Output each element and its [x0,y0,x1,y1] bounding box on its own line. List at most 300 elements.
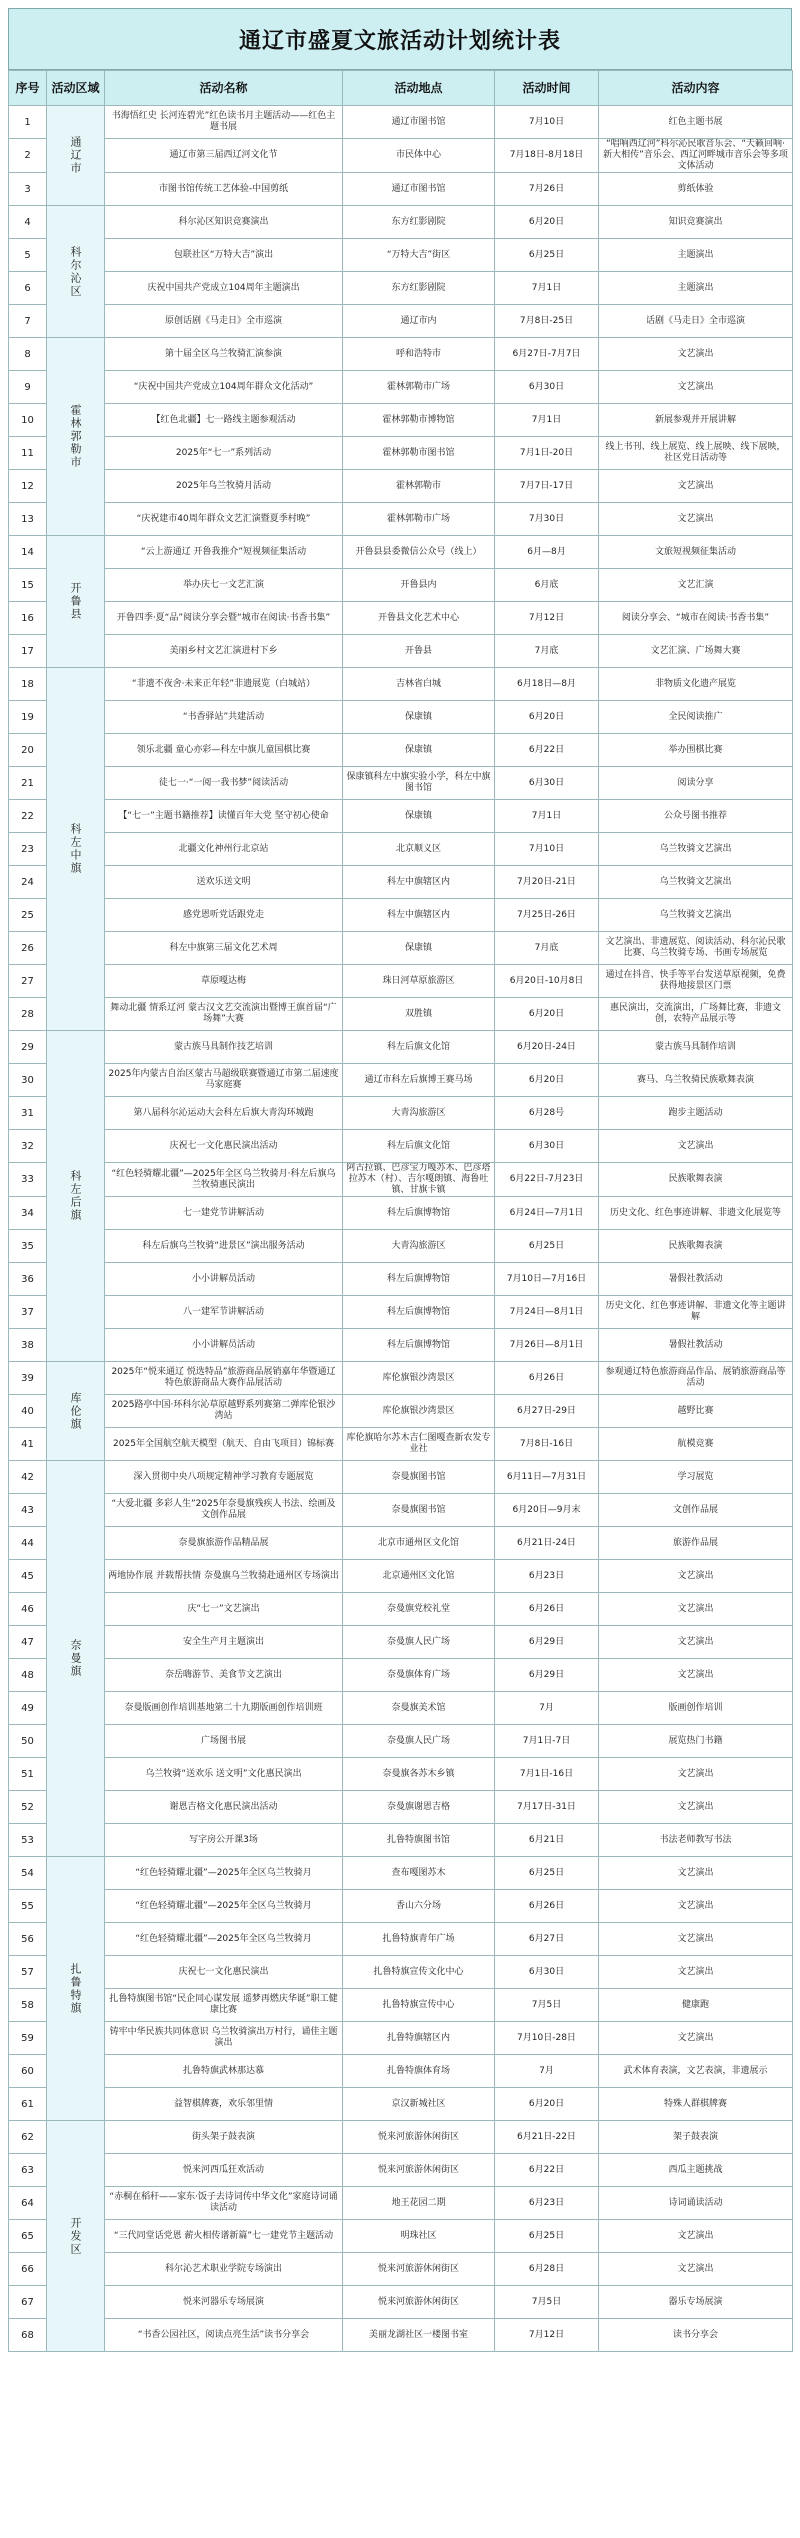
header-time: 活动时间 [495,71,599,106]
row-seq: 20 [9,734,47,767]
table-row [9,1560,793,1593]
row-content: 文艺演出 [599,1758,793,1791]
table-row [9,569,793,602]
row-seq: 24 [9,866,47,899]
row-seq: 21 [9,767,47,800]
row-activity-name: 第十届全区乌兰牧骑汇演参演 [105,338,343,371]
row-seq: 45 [9,1560,47,1593]
row-seq: 34 [9,1197,47,1230]
row-time: 6月27日-29日 [495,1395,599,1428]
row-place: 扎鲁特旗图书馆 [343,1824,495,1857]
row-content: 文艺演出 [599,1659,793,1692]
table-row [9,139,793,173]
row-activity-name: 美丽乡村文艺汇演进村下乡 [105,635,343,668]
row-time: 6月25日 [495,1857,599,1890]
row-activity-name: 2025年“七一”系列活动 [105,437,343,470]
row-activity-name: 【“七一”主题书籍推荐】读懂百年大党 坚守初心使命 [105,800,343,833]
table-row [9,1989,793,2022]
row-time: 7月1日 [495,800,599,833]
row-place: 科左中旗辖区内 [343,866,495,899]
row-place: 双胜镇 [343,998,495,1031]
row-time: 6月28日 [495,2253,599,2286]
table-row [9,1064,793,1097]
row-content: 武术体育表演，文艺表演，非遗展示 [599,2055,793,2088]
row-content: 文艺演出 [599,503,793,536]
row-place: 地王花园二期 [343,2187,495,2220]
row-place: 奈曼旗体育广场 [343,1659,495,1692]
row-content: 蒙古族马具制作培训 [599,1031,793,1064]
row-seq: 63 [9,2154,47,2187]
row-content: 历史文化、红色事迹讲解、非遗文化等主题讲解 [599,1296,793,1329]
row-seq: 28 [9,998,47,1031]
row-content: 读书分享会 [599,2319,793,2352]
row-time: 7月1日 [495,404,599,437]
row-place: 奈曼旗美术馆 [343,1692,495,1725]
row-place: 扎鲁特旗辖区内 [343,2022,495,2055]
row-activity-name: 【红色北疆】七一路线主题参观活动 [105,404,343,437]
row-place: 保康镇 [343,932,495,965]
row-content: 文艺演出 [599,1890,793,1923]
row-seq: 1 [9,106,47,139]
row-seq: 4 [9,206,47,239]
row-seq: 55 [9,1890,47,1923]
row-region: 奈曼旗 [47,1461,105,1857]
table-row [9,2154,793,2187]
table-row [9,2286,793,2319]
table-row [9,239,793,272]
row-activity-name: 扎鲁特旗图书馆“民企同心谋发展 遥梦再燃庆华诞”职工健康比赛 [105,1989,343,2022]
row-time: 7月12日 [495,602,599,635]
table-row [9,1130,793,1163]
row-time: 7月20日-21日 [495,866,599,899]
row-content: 暑假社教活动 [599,1329,793,1362]
row-place: 通辽市图书馆 [343,173,495,206]
row-region: 扎鲁特旗 [47,1857,105,2121]
table-row [9,1692,793,1725]
row-place: 市民体中心 [343,139,495,173]
row-activity-name: 街头架子鼓表演 [105,2121,343,2154]
row-content: 文艺演出 [599,1593,793,1626]
table-row [9,1031,793,1064]
row-content: 文艺演出 [599,371,793,404]
row-time: 6月21日-22日 [495,2121,599,2154]
row-seq: 3 [9,173,47,206]
table-title: 通辽市盛夏文旅活动计划统计表 [8,8,792,70]
row-content: 公众号图书推荐 [599,800,793,833]
row-time: 7月1日-16日 [495,1758,599,1791]
row-place: 扎鲁特旗宣传文化中心 [343,1956,495,1989]
row-activity-name: 小小讲解员活动 [105,1263,343,1296]
row-time: 7月8日-16日 [495,1428,599,1461]
row-content: 学习展览 [599,1461,793,1494]
row-place: 霍林郭勒市 [343,470,495,503]
row-seq: 16 [9,602,47,635]
row-time: 6月20日 [495,206,599,239]
row-place: 大青沟旅游区 [343,1230,495,1263]
table-row [9,1197,793,1230]
row-activity-name: “三代同堂话党恩 薪火相传谱新篇”七一建党节主题活动 [105,2220,343,2253]
row-seq: 2 [9,139,47,173]
row-place: 科左后旗博物馆 [343,1263,495,1296]
row-activity-name: 书海悟红史 长河连碧光”红色读书月主题活动——红色主题书展 [105,106,343,139]
row-seq: 47 [9,1626,47,1659]
row-region: 库伦旗 [47,1362,105,1461]
row-place: 查布嘎图苏木 [343,1857,495,1890]
table-row [9,1791,793,1824]
row-seq: 40 [9,1395,47,1428]
row-time: 7月5日 [495,1989,599,2022]
row-activity-name: 包联社区“万特大吉”演出 [105,239,343,272]
row-place: 开鲁县文化艺术中心 [343,602,495,635]
row-place: 科左后旗文化馆 [343,1130,495,1163]
row-content: 文艺演出 [599,2022,793,2055]
row-activity-name: 益智棋牌赛，欢乐邻里情 [105,2088,343,2121]
row-activity-name: 谢恩吉格文化惠民演出活动 [105,1791,343,1824]
row-content: 展览热门书籍 [599,1725,793,1758]
row-place: 保康镇 [343,701,495,734]
row-seq: 50 [9,1725,47,1758]
row-content: 剪纸体验 [599,173,793,206]
row-activity-name: 庆“七一”文艺演出 [105,1593,343,1626]
table-row [9,371,793,404]
row-time: 6月25日 [495,239,599,272]
row-time: 7月 [495,2055,599,2088]
header-place: 活动地点 [343,71,495,106]
row-content: 阅读分享会、“城市在阅读·书香书集” [599,602,793,635]
table-row [9,1923,793,1956]
row-seq: 59 [9,2022,47,2055]
row-content: 健康跑 [599,1989,793,2022]
row-content: 器乐专场展演 [599,2286,793,2319]
row-time: 6月22日 [495,2154,599,2187]
row-content: 文艺演出 [599,1130,793,1163]
row-content: 特殊人群棋牌赛 [599,2088,793,2121]
row-place: 开鲁县 [343,635,495,668]
table-row [9,1824,793,1857]
row-time: 6月20日 [495,1064,599,1097]
row-content: 新展参观并开展讲解 [599,404,793,437]
table-row [9,2253,793,2286]
row-place: 扎鲁特旗宣传中心 [343,1989,495,2022]
row-activity-name: 广场图书展 [105,1725,343,1758]
table-row [9,1527,793,1560]
row-place: 奈曼旗谢恩吉格 [343,1791,495,1824]
row-place: 京汉新城社区 [343,2088,495,2121]
row-content: 通过在抖音、快手等平台发送草原视频，免费获得地接景区门票 [599,965,793,998]
row-activity-name: 科左后旗乌兰牧骑“进景区”演出服务活动 [105,1230,343,1263]
row-activity-name: “云上游通辽 开鲁我推介”短视频征集活动 [105,536,343,569]
table-header [9,71,793,106]
row-time: 6月底 [495,569,599,602]
row-content: 文艺汇演、广场舞大赛 [599,635,793,668]
row-place: 奈曼旗图书馆 [343,1461,495,1494]
table-row [9,206,793,239]
row-seq: 8 [9,338,47,371]
row-activity-name: “非遗不夜舍·未来正年轻”非遗展览（白城站） [105,668,343,701]
row-activity-name: 小小讲解员活动 [105,1329,343,1362]
row-time: 6月20日-24日 [495,1031,599,1064]
table-row [9,2187,793,2220]
row-content: 主题演出 [599,239,793,272]
row-time: 7月7日-17日 [495,470,599,503]
row-seq: 42 [9,1461,47,1494]
table-row [9,2121,793,2154]
row-time: 7月24日—8月1日 [495,1296,599,1329]
row-time: 7月17日-31日 [495,1791,599,1824]
row-place: 大青沟旅游区 [343,1097,495,1130]
table-row [9,1857,793,1890]
row-region: 开鲁县 [47,536,105,668]
table-row [9,272,793,305]
row-seq: 9 [9,371,47,404]
table-row [9,1890,793,1923]
row-place: 霍林郭勒市图书馆 [343,437,495,470]
table-row [9,536,793,569]
row-time: 6月29日 [495,1626,599,1659]
row-activity-name: 2025路亭中国·环科尔沁草原越野系列赛第二弹库伦银沙湾站 [105,1395,343,1428]
row-seq: 14 [9,536,47,569]
row-time: 6月30日 [495,767,599,800]
row-activity-name: 深入贯彻中央八项规定精神学习教育专题展览 [105,1461,343,1494]
table-row [9,2055,793,2088]
row-place: 扎鲁特旗青年广场 [343,1923,495,1956]
row-activity-name: “红色轻骑耀北疆”—2025年全区乌兰牧骑月 [105,1857,343,1890]
table-row [9,404,793,437]
row-content: 阅读分享 [599,767,793,800]
row-time: 7月1日-20日 [495,437,599,470]
row-place: 吉林省白城 [343,668,495,701]
row-content: 知识竞赛演出 [599,206,793,239]
row-time: 7月26日 [495,173,599,206]
table-row [9,1329,793,1362]
row-place: 奈曼旗人民广场 [343,1725,495,1758]
row-seq: 32 [9,1130,47,1163]
row-seq: 64 [9,2187,47,2220]
row-seq: 33 [9,1163,47,1197]
row-region: 霍林郭勒市 [47,338,105,536]
row-activity-name: 市图书馆传统工艺体验-中国剪纸 [105,173,343,206]
row-content: 乌兰牧骑文艺演出 [599,899,793,932]
row-time: 6月25日 [495,2220,599,2253]
row-seq: 66 [9,2253,47,2286]
table-row [9,833,793,866]
row-place: 悦来河旅游休闲街区 [343,2121,495,2154]
row-place: 霍林郭勒市广场 [343,371,495,404]
row-seq: 10 [9,404,47,437]
row-activity-name: 奈曼旗旅游作品精品展 [105,1527,343,1560]
table-row [9,1626,793,1659]
row-time: 6月20日 [495,2088,599,2121]
row-time: 7月18日-8月18日 [495,139,599,173]
header-row [9,71,793,106]
table-row [9,338,793,371]
table-row [9,998,793,1031]
row-time: 6月18日—8月 [495,668,599,701]
row-place: 库伦旗哈尔苏木吉仁图嘎查新农发专业社 [343,1428,495,1461]
row-activity-name: 通辽市第三届西辽河文化节 [105,139,343,173]
row-time: 6月22日-7月23日 [495,1163,599,1197]
table-row [9,1494,793,1527]
row-time: 7月26日—8月1日 [495,1329,599,1362]
row-content: 主题演出 [599,272,793,305]
row-content: 文艺演出 [599,338,793,371]
table-row [9,767,793,800]
row-time: 7月12日 [495,2319,599,2352]
row-activity-name: 七一建党节讲解活动 [105,1197,343,1230]
row-seq: 23 [9,833,47,866]
row-place: 阿古拉镇、巴彦宝力嘎苏木、巴彦塔拉苏木（村）、吉尔嘎朗镇、海鲁吐镇、甘旗卡镇 [343,1163,495,1197]
row-time: 6月20日—9月末 [495,1494,599,1527]
table-row [9,899,793,932]
row-seq: 7 [9,305,47,338]
row-content: 文艺演出 [599,1857,793,1890]
activity-table [8,70,793,2352]
row-activity-name: 庆祝中国共产党成立104周年主题演出 [105,272,343,305]
row-place: 通辽市科左后旗博王赛马场 [343,1064,495,1097]
row-place: 科左中旗辖区内 [343,899,495,932]
row-activity-name: 2025年“悦来通辽 悦选特品”旅游商品展销嘉年华暨通辽特色旅游商品大赛作品展活动 [105,1362,343,1395]
row-time: 6月11日—7月31日 [495,1461,599,1494]
row-content: 赛马、乌兰牧骑民族歌舞表演 [599,1064,793,1097]
table-row [9,635,793,668]
row-time: 6月26日 [495,1362,599,1395]
table-row [9,1593,793,1626]
row-content: 文艺演出 [599,470,793,503]
row-content: 全民阅读推广 [599,701,793,734]
table-row [9,1163,793,1197]
row-place: 东方红影剧院 [343,206,495,239]
row-content: 文艺演出、非遗展览、阅读活动、科尔沁民歌比赛、乌兰牧骑专场、书画专场展览 [599,932,793,965]
row-content: 文旅短视频征集活动 [599,536,793,569]
row-activity-name: 2025年内蒙古自治区蒙古马超级联赛暨通辽市第二届速度马家庭赛 [105,1064,343,1097]
row-activity-name: 举办庆七一文艺汇演 [105,569,343,602]
table-row [9,503,793,536]
table-row [9,1725,793,1758]
row-content: 旅游作品展 [599,1527,793,1560]
row-place: 北京市通州区文化馆 [343,1527,495,1560]
row-activity-name: 铸牢中华民族共同体意识 乌兰牧骑演出万村行，诵佳主题演出 [105,2022,343,2055]
row-activity-name: 科尔沁区知识竞赛演出 [105,206,343,239]
row-time: 6月25日 [495,1230,599,1263]
row-seq: 18 [9,668,47,701]
header-region: 活动区域 [47,71,105,106]
table-row [9,1263,793,1296]
row-activity-name: 奈岳嗨游节、美食节文艺演出 [105,1659,343,1692]
header-seq: 序号 [9,71,47,106]
row-activity-name: 草原嘎达梅 [105,965,343,998]
table-body [9,106,793,2352]
row-time: 6月29日 [495,1659,599,1692]
table-row [9,2022,793,2055]
table-row [9,800,793,833]
table-row [9,2088,793,2121]
row-time: 6月28号 [495,1097,599,1130]
row-place: 霍林郭勒市博物馆 [343,404,495,437]
row-seq: 61 [9,2088,47,2121]
row-activity-name: 2025年乌兰牧骑月活动 [105,470,343,503]
row-time: 6月27日-7月7日 [495,338,599,371]
row-place: 科左后旗博物馆 [343,1296,495,1329]
row-place: 开鲁县内 [343,569,495,602]
row-place: 通辽市图书馆 [343,106,495,139]
row-place: 香山六分场 [343,1890,495,1923]
table-row [9,965,793,998]
row-place: 呼和浩特市 [343,338,495,371]
row-content: 书法老师教写书法 [599,1824,793,1857]
row-activity-name: 北疆文化神州行北京站 [105,833,343,866]
row-activity-name: 蒙古族马具制作技艺培训 [105,1031,343,1064]
row-activity-name: 领乐北疆 童心亦彩—科左中旗儿童国棋比赛 [105,734,343,767]
row-seq: 67 [9,2286,47,2319]
row-seq: 54 [9,1857,47,1890]
row-content: 文艺演出 [599,1626,793,1659]
table-row [9,173,793,206]
row-seq: 65 [9,2220,47,2253]
row-content: 暑假社教活动 [599,1263,793,1296]
row-content: 举办围棋比赛 [599,734,793,767]
row-seq: 48 [9,1659,47,1692]
table-row [9,1659,793,1692]
row-place: 库伦旗银沙湾景区 [343,1362,495,1395]
row-seq: 68 [9,2319,47,2352]
row-content: 文艺汇演 [599,569,793,602]
row-seq: 51 [9,1758,47,1791]
row-time: 7月1日 [495,272,599,305]
row-content: 文创作品展 [599,1494,793,1527]
row-time: 6月21日 [495,1824,599,1857]
row-seq: 30 [9,1064,47,1097]
row-place: 科左后旗博物馆 [343,1329,495,1362]
row-seq: 31 [9,1097,47,1130]
row-activity-name: 开鲁四季·夏“品”阅读分享会暨“城市在阅读·书香书集” [105,602,343,635]
row-activity-name: 2025年全国航空航天模型（航天、自由飞项目）锦标赛 [105,1428,343,1461]
row-content: 文艺演出 [599,1560,793,1593]
row-content: 参观通辽特色旅游商品作品、展销旅游商品等活动 [599,1362,793,1395]
row-time: 7月25日-26日 [495,899,599,932]
row-seq: 35 [9,1230,47,1263]
row-content: 惠民演出，交流演出，广场舞比赛，非遗文创，农特产品展示等 [599,998,793,1031]
table-row [9,2220,793,2253]
row-place: 东方红影剧院 [343,272,495,305]
row-place: 北京顺义区 [343,833,495,866]
row-place: 库伦旗银沙湾景区 [343,1395,495,1428]
row-content: 乌兰牧骑文艺演出 [599,866,793,899]
row-seq: 57 [9,1956,47,1989]
row-activity-name: 奈曼版画创作培训基地第二十九期版画创作培训班 [105,1692,343,1725]
row-place: 奈曼旗图书馆 [343,1494,495,1527]
row-activity-name: 八一建军节讲解活动 [105,1296,343,1329]
table-row [9,1395,793,1428]
row-activity-name: 感党恩听党话跟党走 [105,899,343,932]
row-activity-name: “庆祝建市40周年群众文艺汇演暨夏季村晚” [105,503,343,536]
row-region: 科左中旗 [47,668,105,1031]
row-seq: 11 [9,437,47,470]
row-time: 6月22日 [495,734,599,767]
table-row [9,668,793,701]
row-activity-name: 科左中旗第三届文化艺术周 [105,932,343,965]
row-activity-name: “大爱北疆 多彩人生”2025年奈曼旗残疾人书法、绘画及文创作品展 [105,1494,343,1527]
row-content: 版画创作培训 [599,1692,793,1725]
row-content: 民族歌舞表演 [599,1230,793,1263]
row-content: 架子鼓表演 [599,2121,793,2154]
row-activity-name: 舞动北疆 情系辽河 蒙古汉文艺交流演出暨博王旗首届“广场舞”大赛 [105,998,343,1031]
table-row [9,866,793,899]
row-place: 霍林郭勒市广场 [343,503,495,536]
row-time: 6月23日 [495,2187,599,2220]
row-activity-name: 送欢乐送文明 [105,866,343,899]
row-content: 西瓜主题挑战 [599,2154,793,2187]
row-seq: 52 [9,1791,47,1824]
